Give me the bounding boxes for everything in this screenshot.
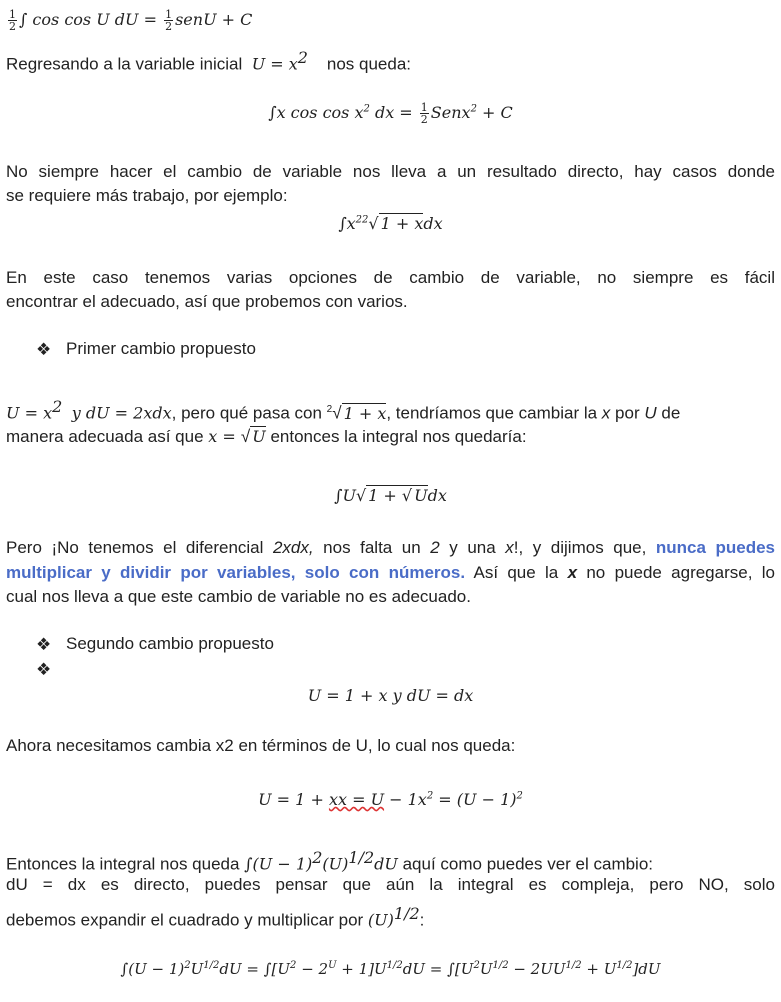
paragraph-6-line-2: dU = dx es directo, puedes pensar que aún la integral es compleja, pero NO, solo <box>6 875 775 894</box>
bullet-diamond-icon: ❖ <box>36 635 52 654</box>
paragraph-3-line-1: $U = x^2$ y dU = 2xdx, pero qué pasa con $^2$√ 1 + x, tendríamos que cambiar la x por U de <box>6 397 681 423</box>
equation-5: U = 1 + xx = $U - 1x^2 = (U - 1)^2$ <box>258 790 523 809</box>
paragraph-2-line-2: encontrar el adecuado, así que probemos con varios. <box>6 292 408 311</box>
equation-2: $\int x^{22}√$ 1 + xdx <box>338 214 443 233</box>
paragraph-4-line-3: cual nos lleva a que este cambio de variable no es adecuado. <box>6 587 471 606</box>
bullet-diamond-icon: ❖ <box>36 340 52 359</box>
bullet-label-1: Primer cambio propuesto <box>66 339 256 358</box>
fraction-half: $\frac{1}{2}$ <box>9 8 16 33</box>
bullet-label-2: Segundo cambio propuesto <box>66 634 274 653</box>
equation-1: ∫x $\cos \cos x^2$ dx = $\frac{1}{2}$ Senx$^2$ + C <box>268 101 513 126</box>
paragraph-2-line-1: En este caso tenemos varias opciones de cambio de variable, no siempre es fácil <box>6 268 775 287</box>
paragraph-3-line-2: manera adecuada así que x = √ U entonces la integral nos quedaría: <box>6 427 527 446</box>
paragraph-6-line-3: debemos expandir el cuadrado y multiplicar por $(U)^{1/2}$: <box>6 904 425 930</box>
paragraph-6-line-1: Entonces la integral nos queda $\int(U - 1)^2(U)^{1/2}dU$ aquí como puedes ver el cambio: <box>6 848 654 874</box>
paragraph-5: Ahora necesitamos cambia x2 en términos de U, lo cual nos queda: <box>6 736 516 755</box>
equation-6: $\int(U - 1)^2U^{1/2}dU = \int[U^2 - 2^U + 1]U^{1/2}dU = \int[U^2U^{1/2} - 2UU^{1/2} + U^{1/2}]dU$ <box>120 960 661 978</box>
paragraph-1-line-1: No siempre hacer el cambio de variable nos lleva a un resultado directo, hay casos donde <box>6 162 775 181</box>
paragraph-4-line-1: Pero ¡No tenemos el diferencial 2xdx, nos falta un 2 y una x!, y dijimos que, nunca puedes <box>6 538 776 557</box>
bullet-diamond-icon: ❖ <box>36 660 52 679</box>
equation-3: ∫U√ 1 + √ Udx <box>334 486 447 505</box>
paragraph-4-line-2: multiplicar y dividir por variables, solo con números. Así que la x no puede agregarse, lo <box>6 563 775 582</box>
equation-4: U = 1 + x y dU = dx <box>307 686 474 705</box>
paragraph-1-line-2: se requiere más trabajo, por ejemplo: <box>6 186 288 205</box>
regresando-line: Regresando a la variable inicial $U = x^2$ nos queda: <box>6 48 412 74</box>
integral-line-1: $\frac{1}{2}$ ∫ cos cos U dU = $\frac{1}{2}$ senU + C <box>9 8 253 33</box>
fraction-half: $\frac{1}{2}$ <box>165 8 173 33</box>
